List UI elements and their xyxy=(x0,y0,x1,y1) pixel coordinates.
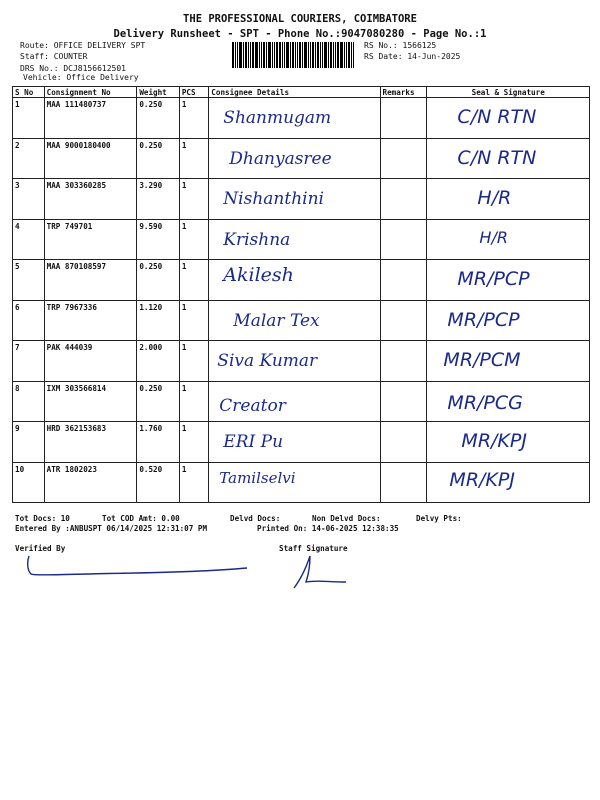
barcode-bar xyxy=(335,42,336,68)
pcs-cell: 1 xyxy=(179,98,208,139)
table-row xyxy=(13,98,590,139)
handwritten-seal: MR/PCG xyxy=(447,391,523,414)
remarks-cell xyxy=(380,381,427,422)
barcode-bar xyxy=(328,42,329,68)
barcode-bar xyxy=(295,42,296,68)
table-row xyxy=(13,219,590,260)
barcode-bar xyxy=(324,42,327,68)
consignee-cell xyxy=(209,422,380,463)
barcode-bar xyxy=(337,42,339,68)
handwritten-seal: MR/KPJ xyxy=(461,430,527,452)
staff-signature-label: Staff Signature xyxy=(279,544,348,553)
staff-signature xyxy=(280,552,360,592)
pcs-cell: 1 xyxy=(179,381,208,422)
sno-cell: 7 xyxy=(13,341,45,382)
printed-on: Printed On: 14-06-2025 12:38:35 xyxy=(257,524,399,533)
handwritten-consignee: Siva Kumar xyxy=(217,351,318,371)
remarks-cell xyxy=(380,179,427,220)
sno-cell: 8 xyxy=(13,381,45,422)
barcode xyxy=(232,42,358,68)
barcode-bar xyxy=(286,42,289,68)
sno-cell: 1 xyxy=(13,98,45,139)
weight-cell: 9.590 xyxy=(137,219,180,260)
barcode-bar xyxy=(333,42,334,68)
handwritten-seal: MR/PCP xyxy=(447,308,520,331)
table-row xyxy=(13,381,590,422)
table-row xyxy=(13,138,590,179)
barcode-bar xyxy=(248,42,249,68)
pcs-cell: 1 xyxy=(179,260,208,301)
pcs-cell: 1 xyxy=(179,462,208,503)
barcode-bar xyxy=(279,42,281,68)
barcode-bar xyxy=(315,42,316,68)
handwritten-consignee: Akilesh xyxy=(223,264,294,286)
consignment-cell: IXM 303566814 xyxy=(44,381,137,422)
seal-cell xyxy=(427,462,590,503)
handwritten-consignee: Nishanthini xyxy=(223,189,324,209)
barcode-bar xyxy=(272,42,273,68)
sno-cell: 3 xyxy=(13,179,45,220)
barcode-bar xyxy=(263,42,265,68)
pcs-cell: 1 xyxy=(179,422,208,463)
handwritten-seal: MR/KPJ xyxy=(449,468,515,491)
pcs-cell: 1 xyxy=(179,179,208,220)
table-row xyxy=(13,260,590,301)
remarks-cell xyxy=(380,138,427,179)
column-header: PCS xyxy=(179,87,208,98)
consignee-cell xyxy=(209,462,380,503)
consignment-cell: ATR 1802023 xyxy=(44,462,137,503)
column-header: Weight xyxy=(137,87,180,98)
runsheet-subtitle: Delivery Runsheet - SPT - Phone No.:9047080280 - Page No.:1 xyxy=(113,28,487,40)
pcs-cell: 1 xyxy=(179,341,208,382)
barcode-bar xyxy=(261,42,262,68)
barcode-bar xyxy=(308,42,309,68)
sno-cell: 9 xyxy=(13,422,45,463)
remarks-cell xyxy=(380,98,427,139)
barcode-bar xyxy=(255,42,258,68)
barcode-bar xyxy=(322,42,323,68)
barcode-bar xyxy=(245,42,247,68)
table-row xyxy=(13,341,590,382)
consignee-cell xyxy=(209,138,380,179)
barcode-bar xyxy=(346,42,347,68)
table-header-row xyxy=(13,87,590,98)
barcode-bar xyxy=(304,42,307,68)
handwritten-seal: H/R xyxy=(477,187,512,209)
delivered-docs: Delvd Docs: xyxy=(230,514,281,523)
remarks-cell xyxy=(380,422,427,463)
barcode-bar xyxy=(317,42,319,68)
barcode-bar xyxy=(284,42,285,68)
barcode-bar xyxy=(297,42,298,68)
handwritten-consignee: Dhanyasree xyxy=(229,148,332,169)
barcode-bar xyxy=(250,42,251,68)
remarks-cell xyxy=(380,300,427,341)
seal-cell xyxy=(427,179,590,220)
seal-cell xyxy=(427,219,590,260)
staff: Staff: COUNTER xyxy=(20,52,88,61)
seal-cell xyxy=(427,138,590,179)
handwritten-consignee: ERI Pu xyxy=(223,432,284,452)
weight-cell: 3.290 xyxy=(137,179,180,220)
barcode-bar xyxy=(351,42,352,68)
barcode-bar xyxy=(310,42,311,68)
barcode-bar xyxy=(252,42,254,68)
barcode-bar xyxy=(268,42,271,68)
table-row xyxy=(13,422,590,463)
pcs-cell: 1 xyxy=(179,138,208,179)
barcode-bar xyxy=(274,42,275,68)
weight-cell: 1.760 xyxy=(137,422,180,463)
barcode-bar xyxy=(243,42,244,68)
weight-cell: 0.250 xyxy=(137,260,180,301)
barcode-bar xyxy=(235,42,236,68)
consignment-cell: HRD 362153683 xyxy=(44,422,137,463)
barcode-bar xyxy=(330,42,332,68)
pcs-cell: 1 xyxy=(179,219,208,260)
consignment-cell: TRP 7967336 xyxy=(44,300,137,341)
barcode-bar xyxy=(302,42,303,68)
total-docs: Tot Docs: 10 xyxy=(15,514,70,523)
route: Route: OFFICE DELIVERY SPT xyxy=(20,41,146,50)
weight-cell: 0.250 xyxy=(137,98,180,139)
column-header: Remarks xyxy=(380,87,427,98)
column-header: Consignee Details xyxy=(209,87,380,98)
handwritten-seal: MR/PCP xyxy=(457,268,530,290)
sno-cell: 10 xyxy=(13,462,45,503)
barcode-bar xyxy=(259,42,260,68)
consignment-cell: MAA 870108597 xyxy=(44,260,137,301)
non-delivered-docs: Non Delvd Docs: xyxy=(312,514,381,523)
barcode-bar xyxy=(299,42,301,68)
remarks-cell xyxy=(380,462,427,503)
column-header: Seal & Signature xyxy=(427,87,590,98)
consignment-table xyxy=(12,86,590,503)
consignee-cell xyxy=(209,300,380,341)
table-row xyxy=(13,462,590,503)
consignment-cell: PAK 444039 xyxy=(44,341,137,382)
weight-cell: 2.000 xyxy=(137,341,180,382)
barcode-bar xyxy=(344,42,345,68)
consignment-cell: TRP 749701 xyxy=(44,219,137,260)
barcode-bar xyxy=(266,42,267,68)
barcode-bar xyxy=(239,42,242,68)
pcs-cell: 1 xyxy=(179,300,208,341)
company-title: THE PROFESSIONAL COURIERS, COIMBATORE xyxy=(183,13,417,25)
barcode-bar xyxy=(312,42,314,68)
barcode-bar xyxy=(340,42,343,68)
seal-cell xyxy=(427,300,590,341)
barcode-bar xyxy=(232,42,234,68)
consignee-cell xyxy=(209,98,380,139)
handwritten-consignee: Creator xyxy=(219,395,286,416)
barcode-bar xyxy=(320,42,321,68)
total-cod-amount: Tot COD Amt: 0.00 xyxy=(102,514,180,523)
sno-cell: 5 xyxy=(13,260,45,301)
consignee-cell xyxy=(209,341,380,382)
sno-cell: 4 xyxy=(13,219,45,260)
column-header: S No xyxy=(13,87,45,98)
verified-by-signature xyxy=(15,552,265,582)
handwritten-seal: C/N RTN xyxy=(457,146,537,169)
seal-cell xyxy=(427,98,590,139)
barcode-bar xyxy=(290,42,291,68)
consignment-cell: MAA 111480737 xyxy=(44,98,137,139)
seal-cell xyxy=(427,381,590,422)
table-row xyxy=(13,300,590,341)
seal-cell xyxy=(427,341,590,382)
seal-cell xyxy=(427,260,590,301)
sno-cell: 2 xyxy=(13,138,45,179)
seal-cell xyxy=(427,422,590,463)
handwritten-consignee: Malar Tex xyxy=(233,310,320,331)
table-row xyxy=(13,179,590,220)
consignee-cell xyxy=(209,260,380,301)
barcode-bar xyxy=(276,42,278,68)
handwritten-consignee: Krishna xyxy=(223,229,291,250)
barcode-bar xyxy=(353,42,354,68)
remarks-cell xyxy=(380,219,427,260)
sno-cell: 6 xyxy=(13,300,45,341)
delivery-points: Delvy Pts: xyxy=(416,514,462,523)
weight-cell: 0.520 xyxy=(137,462,180,503)
handwritten-seal: C/N RTN xyxy=(457,106,537,128)
weight-cell: 0.250 xyxy=(137,138,180,179)
handwritten-consignee: Tamilselvi xyxy=(219,468,296,487)
remarks-cell xyxy=(380,260,427,301)
rs-number: RS No.: 1566125 xyxy=(364,41,437,50)
remarks-cell xyxy=(380,341,427,382)
barcode-bar xyxy=(282,42,283,68)
handwritten-seal: H/R xyxy=(479,227,508,247)
consignee-cell xyxy=(209,179,380,220)
barcode-bar xyxy=(348,42,350,68)
entered-by: Entered By :ANBUSPT 06/14/2025 12:31:07 PM xyxy=(15,524,208,533)
weight-cell: 0.250 xyxy=(137,381,180,422)
consignment-cell: MAA 9000180400 xyxy=(44,138,137,179)
weight-cell: 1.120 xyxy=(137,300,180,341)
consignee-cell xyxy=(209,381,380,422)
barcode-bar xyxy=(292,42,294,68)
rs-date: RS Date: 14-Jun-2025 xyxy=(364,52,461,61)
handwritten-consignee: Shanmugam xyxy=(223,108,332,128)
consignment-cell: MAA 303360285 xyxy=(44,179,137,220)
verified-by-label: Verified By xyxy=(15,544,66,553)
consignee-cell xyxy=(209,219,380,260)
vehicle: Vehicle: Office Delivery xyxy=(23,73,139,82)
drs-number: DRS No.: DCJ8156612501 xyxy=(20,64,126,73)
handwritten-seal: MR/PCM xyxy=(443,349,521,371)
barcode-bar xyxy=(237,42,238,68)
column-header: Consignment No xyxy=(44,87,137,98)
